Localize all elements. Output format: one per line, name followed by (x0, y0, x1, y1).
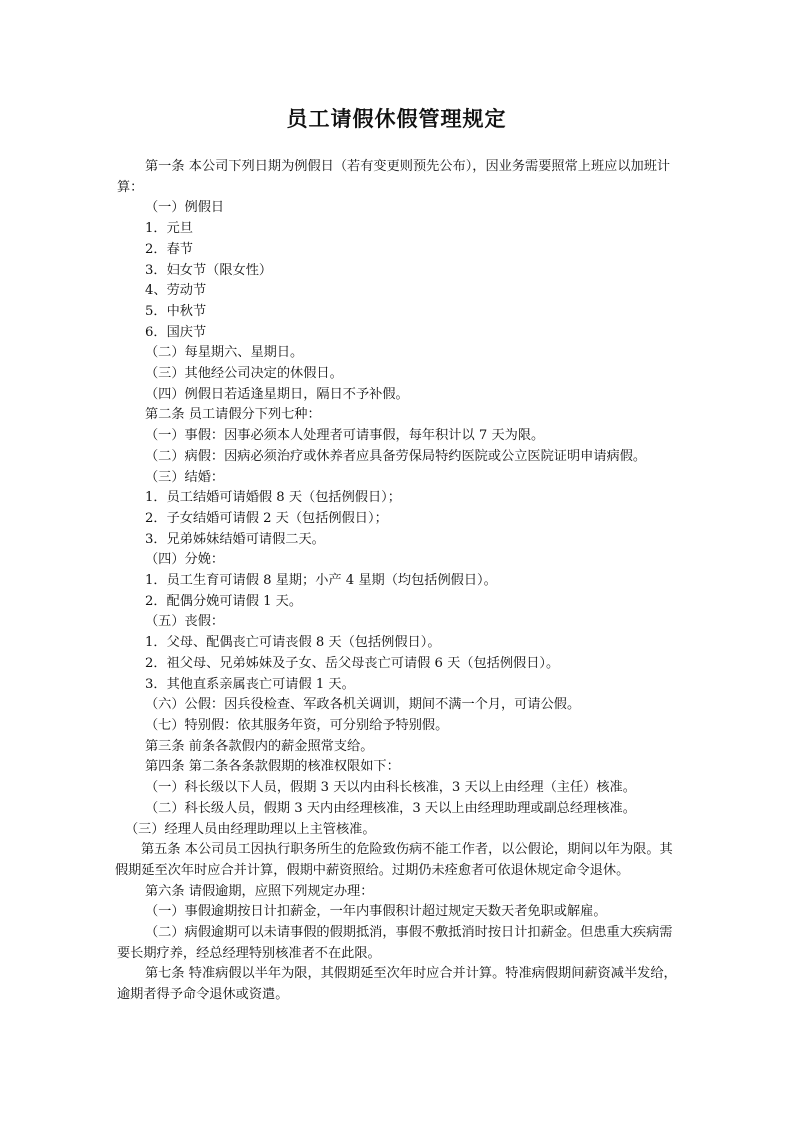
list-item: （五）丧假： (145, 614, 225, 630)
list-item: 1．员工结婚可请婚假 8 天（包括例假日）； (145, 490, 401, 506)
article-4: 第四条 第二条各条款假期的核准权限如下： (145, 759, 400, 775)
list-item: 2．子女结婚可请假 2 天（包括例假日）； (145, 510, 388, 526)
list-item: （四）例假日若适逢星期日，隔日不予补假。 (145, 386, 409, 402)
list-item: （四）分娩： (145, 552, 225, 568)
list-item: 3．兄弟姊妹结婚可请假二天。 (145, 531, 325, 547)
list-item: （二）科长级人员，假期 3 天内由经理核准，3 天以上由经理助理或副总经理核准。 (145, 800, 636, 816)
article-7: 第七条 特准病假以半年为限，其假期延至次年时应合并计算。特准病假期间薪资减半发给，逾期者得予命令退休或资遣。 (117, 966, 677, 1003)
list-item: （三）结婚： (145, 469, 225, 485)
list-item: （一）例假日 (145, 200, 225, 216)
list-item: 6．国庆节 (145, 324, 207, 340)
list-item: （三）经理人员由经理助理以上主管核准。 (125, 821, 376, 837)
list-item: （六）公假：因兵役检查、军政各机关调训，期间不满一个月，可请公假。 (145, 697, 581, 713)
list-item: （二）病假逾期可以未请事假的假期抵消，事假不敷抵消时按日计扣薪金。但患重大疾病需要长期疗养，经总经理特别核准者不在此限。 (117, 925, 673, 961)
list-item: （七）特别假：依其服务年资，可分别给予特别假。 (145, 717, 449, 733)
list-item: （三）其他经公司决定的休假日。 (145, 366, 343, 382)
list-item: 2．配偶分娩可请假 1 天。 (145, 593, 303, 609)
list-item: 1．父母、配偶丧亡可请丧假 8 天（包括例假日）。 (145, 635, 441, 651)
article-1: 第一条 本公司下列日期为例假日（若有变更则预先公布），因业务需要照常上班应以加班计算： (117, 159, 671, 195)
list-item: （一）事假：因事必须本人处理者可请事假，每年积计以 7 天为限。 (145, 428, 545, 444)
list-item: 1．元旦 (145, 221, 193, 237)
list-item: 5．中秋节 (145, 303, 207, 319)
list-item: 3．其他直系亲属丧亡可请假 1 天。 (145, 676, 355, 692)
list-item: （二）病假：因病必须治疗或休养者应具备劳保局特约医院或公立医院证明申请病假。 (145, 448, 647, 464)
document-title: 员工请假休假管理规定 (286, 107, 507, 131)
list-item: 3．妇女节（限女性） (145, 262, 273, 278)
article-3: 第三条 前条各款假内的薪金照常支给。 (145, 738, 374, 754)
list-item: （一）科长级以下人员，假期 3 天以内由科长核准，3 天以上由经理（主任）核准。 (145, 780, 636, 796)
list-item: （一）事假逾期按日计扣薪金，一年内事假积计超过规定天数天者免职或解雇。 (145, 904, 607, 920)
article-5: 第五条 本公司员工因执行职务所生的危险致伤病不能工作者，以公假论，期间以年为限。其假期延至次年时应合并计算，假期中薪资照给。过期仍未痊愈者可依退休规定命令退休。 (115, 842, 673, 878)
list-item: （二）每星期六、星期日。 (145, 345, 304, 361)
list-item: 2．祖父母、兄弟姊妹及子女、岳父母丧亡可请假 6 天（包括例假日）。 (145, 655, 560, 671)
article-6: 第六条 请假逾期，应照下列规定办理： (145, 883, 374, 899)
article-2: 第二条 员工请假分下列七种： (145, 407, 321, 423)
list-item: 4、劳动节 (145, 283, 207, 299)
list-item: 1．员工生育可请假 8 星期；小产 4 星期（均包括例假日）。 (145, 573, 497, 589)
document-body (117, 157, 680, 1006)
list-item: 2．春节 (145, 241, 193, 257)
